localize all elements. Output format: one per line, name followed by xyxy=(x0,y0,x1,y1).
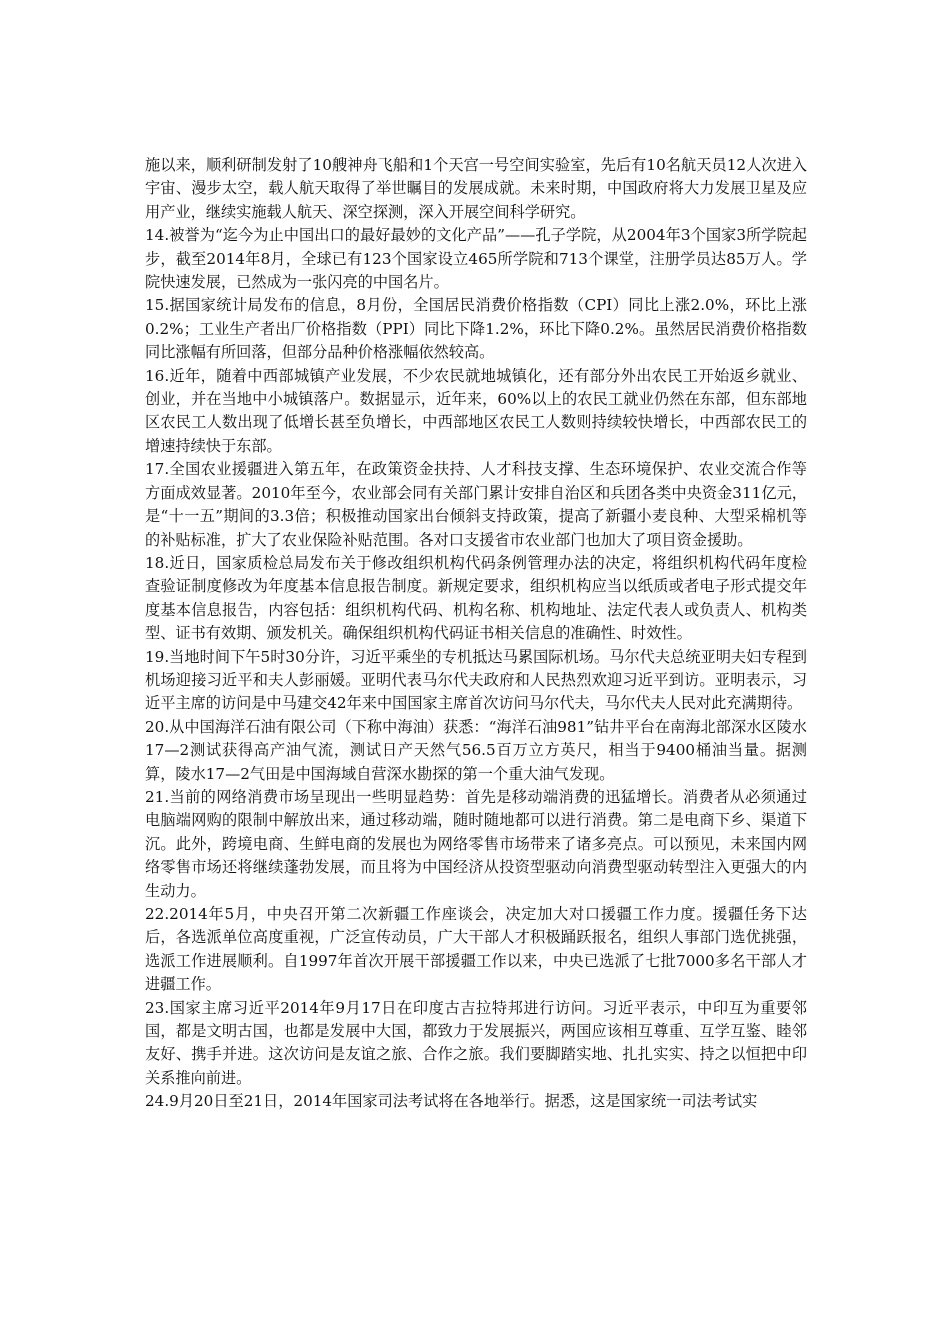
paragraph-19: 19.当地时间下午5时30分许，习近平乘坐的专机抵达马累国际机场。马尔代夫总统亚明夫妇专程到机场迎接习近平和夫人彭丽媛。亚明代表马尔代夫政府和人民热烈欢迎习近平到访。亚明表示，习近平主席的访问是中马建交42年来中国国家主席首次访问马尔代夫，马尔代夫人民对此充满期待。 xyxy=(145,647,807,713)
document-body xyxy=(145,154,807,1114)
paragraph-21: 21.当前的网络消费市场呈现出一些明显趋势：首先是移动端消费的迅猛增长。消费者从必须通过电脑端网购的限制中解放出来，通过移动端，随时随地都可以进行消费。第二是电商下乡、渠道下沉。此外，跨境电商、生鲜电商的发展也为网络零售市场带来了诸多亮点。可以预见，未来国内网络零售市场还将继续蓬勃发展，而且将为中国经济从投资型驱动向消费型驱动转型注入更强大的内生动力。 xyxy=(145,787,807,900)
paragraph-14: 14.被誉为“迄今为止中国出口的最好最妙的文化产品”——孔子学院，从2004年3个国家3所学院起步，截至2014年8月，全球已有123个国家设立465所学院和713个课堂，注册学员达85万人。学院快速发展，已然成为一张闪亮的中国名片。 xyxy=(145,226,807,292)
paragraph-24: 24.9月20日至21日，2014年国家司法考试将在各地举行。据悉，这是国家统一司法考试实 xyxy=(145,1092,758,1111)
paragraph-23: 23.国家主席习近平2014年9月17日在印度古吉拉特邦进行访问。习近平表示，中印互为重要邻国，都是文明古国，也都是发展中大国，都致力于发展振兴，两国应该相互尊重、互学互鉴、睦邻友好、携手并进。这次访问是友谊之旅、合作之旅。我们要脚踏实地、扎扎实实、持之以恒把中印关系推向前进。 xyxy=(145,998,807,1087)
paragraph-16: 16.近年，随着中西部城镇产业发展，不少农民就地城镇化，还有部分外出农民工开始返乡就业、创业，并在当地中小城镇落户。数据显示，近年来，60%以上的农民工就业仍然在东部，但东部地区农民工人数出现了低增长甚至负增长，中西部地区农民工人数则持续较快增长，中西部农民工的增速持续快于东部。 xyxy=(145,366,807,455)
paragraph-18: 18.近日，国家质检总局发布关于修改组织机构代码条例管理办法的决定，将组织机构代码年度检查验证制度修改为年度基本信息报告制度。新规定要求，组织机构应当以纸质或者电子形式提交年度基本信息报告，内容包括：组织机构代码、机构名称、机构地址、法定代表人或负责人、机构类型、证书有效期、颁发机关。确保组织机构代码证书相关信息的准确性、时效性。 xyxy=(145,553,807,643)
paragraph-17: 17.全国农业援疆进入第五年，在政策资金扶持、人才科技支撑、生态环境保护、农业交流合作等方面成效显著。2010年至今，农业部会同有关部门累计安排自治区和兵团各类中央资金311亿元，是“十一五”期间的3.3倍；积极推动国家出台倾斜支持政策，提高了新疆小麦良种、大型采棉机等的补贴标准，扩大了农业保险补贴范围。各对口支援省市农业部门也加大了项目资金援助。 xyxy=(145,460,807,549)
paragraph-15: 15.据国家统计局发布的信息，8月份，全国居民消费价格指数（CPI）同比上涨2.0%，环比上涨0.2%；工业生产者出厂价格指数（PPI）同比下降1.2%，环比下降0.2%。虽然居民消费价格指数同比涨幅有所回落，但部分品种价格涨幅依然较高。 xyxy=(145,296,807,362)
paragraph-22: 22.2014年5月，中央召开第二次新疆工作座谈会，决定加大对口援疆工作力度。援疆任务下达后，各选派单位高度重视，广泛宣传动员，广大干部人才积极踊跃报名，组织人事部门选优挑强，选派工作进展顺利。自1997年首次开展干部援疆工作以来，中央已选派了七批7000多名干部人才进疆工作。 xyxy=(145,905,807,994)
paragraph-13-continued: 施以来，顺利研制发射了10艘神舟飞船和1个天宫一号空间实验室，先后有10名航天员12人次进入宇宙、漫步太空，载人航天取得了举世瞩目的发展成就。未来时期，中国政府将大力发展卫星及应用产业，继续实施载人航天、深空探测，深入开展空间科学研究。 xyxy=(145,156,807,221)
paragraph-20: 20.从中国海洋石油有限公司（下称中海油）获悉：“海洋石油981”钻井平台在南海北部深水区陵水17—2测试获得高产油气流，测试日产天然气56.5百万立方英尺，相当于9400桶油当量。据测算，陵水17—2气田是中国海域自营深水勘探的第一个重大油气发现。 xyxy=(145,717,807,783)
